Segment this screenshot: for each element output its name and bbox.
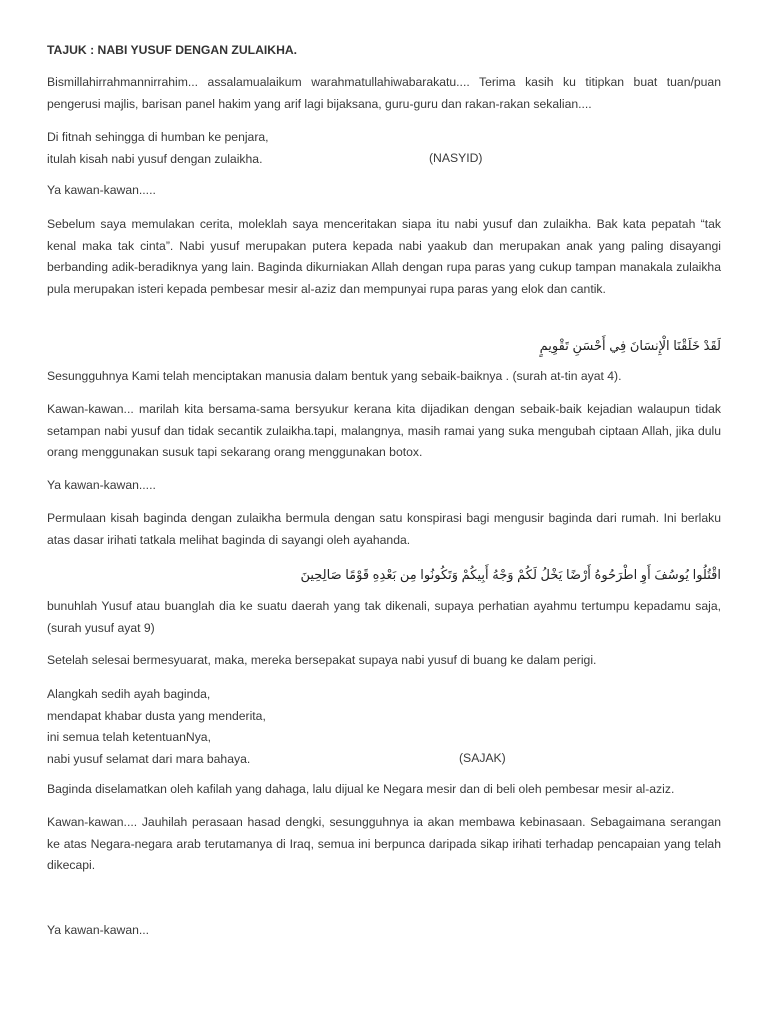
- paragraph-konspirasi: Permulaan kisah baginda dengan zulaikha bermula dengan satu konspirasi bagi mengusir baginda dari rumah. Ini berlaku atas dasar irihati tatkala melihat baginda di sayangi oleh ayahanda.: [47, 511, 721, 547]
- paragraph-bersyukur: Kawan-kawan... marilah kita bersama-sama bersyukur kerana kita dijadikan dengan sebaik-baik kejadian walaupun tidak setampan nabi yusuf dan tidak secantik zulaikha.tapi, malangnya, masih ramai yang suka mengubah ciptaan Allah, jika dulu orang menggunakan susuk tapi sekarang orang menggunakan botox.: [47, 402, 721, 459]
- sajak-verse: [47, 684, 721, 772]
- sajak-line-1: Alangkah sedih ayah baginda,: [47, 687, 211, 701]
- sajak-line-2: mendapat khabar dusta yang menderita,: [47, 708, 266, 723]
- sajak-line-3: ini semua telah ketentuanNya,: [47, 730, 211, 744]
- paragraph-introduction: Sebelum saya memulakan cerita, moleklah saya menceritakan siapa itu nabi yusuf dan zulaikha. Bak kata pepatah “tak kenal maka tak cinta”. Nabi yusuf merupakan putera kepada nabi yaakub dan merupakan anak yang paling disayangi berbanding adik-beradiknya yang lain. Baginda dikurniakan Allah dengan rupa paras yang cukup tampan manakala zulaikha pula merupakan isteri kepada pembesar mesir al-aziz dan mempunyai rupa paras yang elok dan cantik.: [47, 217, 721, 296]
- nasyid-tag: (NASYID): [429, 151, 483, 165]
- sajak-tag: (SAJAK): [459, 751, 506, 765]
- paragraph-hasad-dengki: Kawan-kawan.... Jauhilah perasaan hasad dengki, sesungguhnya ia akan membawa kebinasaan. Sebagaimana serangan ke atas Negara-negara arab terutamanya di Iraq, semua ini berpunca daripada sikap irihati terhadap pencapaian yang telah dikecapi.: [47, 815, 721, 872]
- nasyid-line-1: Di fitnah sehingga di humban ke penjara,: [47, 130, 269, 144]
- paragraph-bermesyuarat: Setelah selesai bermesyuarat, maka, mereka bersepakat supaya nabi yusuf di buang ke dalam perigi.: [47, 653, 597, 667]
- arabic-verse-yusuf: اقْتُلُوا يُوسُفَ أَوِ اطْرَحُوهُ أَرْضًا يَخْلُ لَكُمْ وَجْهُ أَبِيكُمْ وَتَكُونُوا مِن بَعْدِهِ قَوْمًا صَالِحِينَ: [300, 567, 721, 582]
- paragraph-translation-yusuf: bunuhlah Yusuf atau buanglah dia ke suatu daerah yang tak dikenali, supaya perhatian ayahmu tertumpu kepadamu saja, (surah yusuf ayat 9): [47, 599, 721, 635]
- arabic-verse-at-tin: لَقَدْ خَلَقْنَا الْإِنسَانَ فِي أَحْسَنِ تَقْوِيمٍ: [539, 338, 721, 353]
- paragraph-ya-kawan-2: Ya kawan-kawan.....: [47, 478, 156, 492]
- document-title: TAJUK : NABI YUSUF DENGAN ZULAIKHA.: [47, 43, 298, 57]
- paragraph-kafilah: Baginda diselamatkan oleh kafilah yang dahaga, lalu dijual ke Negara mesir dan di beli oleh pembesar mesir al-aziz.: [47, 782, 675, 796]
- paragraph-opening: Bismillahirrahmannirrahim... assalamualaikum warahmatullahiwabarakatu.... Terima kasih ku titipkan buat tuan/puan pengerusi majlis, barisan panel hakim yang arif lagi bijaksana, guru-guru dan rakan-rakan sekalian....: [47, 75, 721, 111]
- nasyid-line-2: itulah kisah nabi yusuf dengan zulaikha.: [47, 151, 263, 166]
- paragraph-translation-at-tin: Sesungguhnya Kami telah menciptakan manusia dalam bentuk yang sebaik-baiknya . (surah at-tin ayat 4).: [47, 369, 622, 383]
- sajak-line-4: nabi yusuf selamat dari mara bahaya.: [47, 751, 251, 766]
- paragraph-ya-kawan-1: Ya kawan-kawan.....: [47, 183, 156, 197]
- nasyid-verse: [47, 127, 721, 171]
- paragraph-ya-kawan-3: Ya kawan-kawan...: [47, 923, 150, 937]
